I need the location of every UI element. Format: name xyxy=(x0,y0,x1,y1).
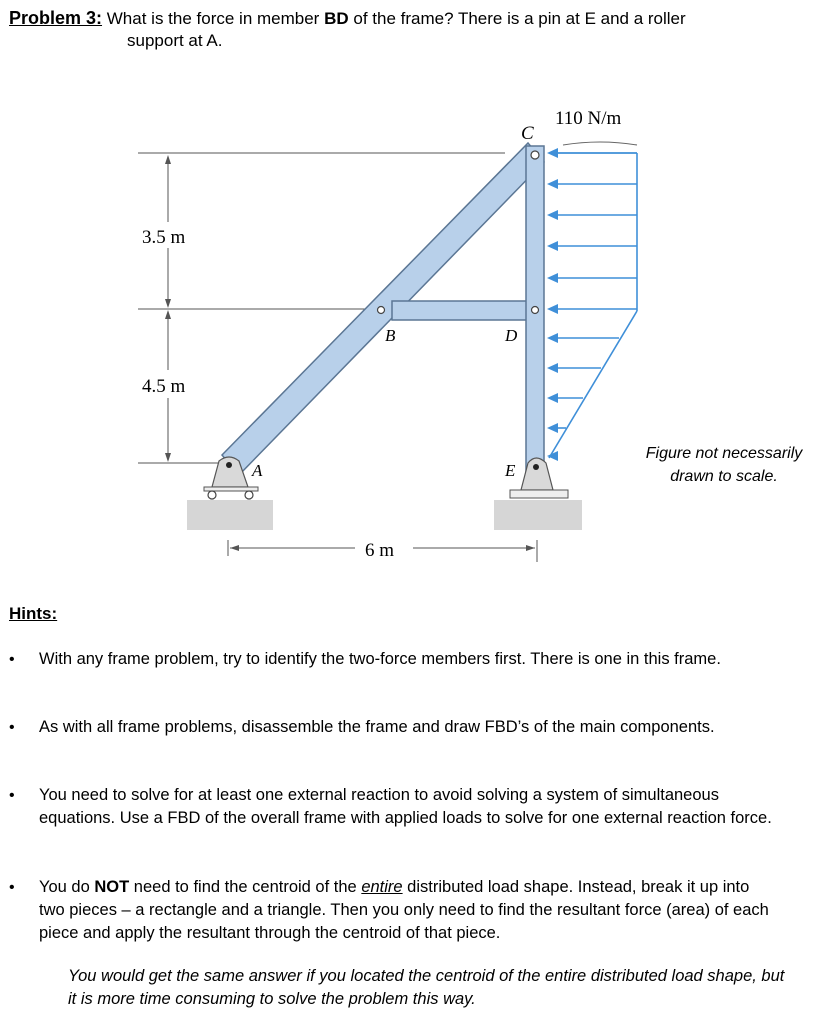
point-e-label: E xyxy=(505,461,516,480)
hint-4-not: NOT xyxy=(94,878,130,896)
hint-4 xyxy=(39,876,779,945)
load-label: 110 N/m xyxy=(555,108,622,129)
final-note: You would get the same answer if you located the centroid of the entire distributed load shape, but it is more time consuming to solve the problem this way. xyxy=(68,967,785,1008)
pin-b xyxy=(378,307,385,314)
hint-3: • You need to solve for at least one external reaction to avoid solving a system of simultaneous equations. Use a FBD of the overall frame with applied loads to solve for one external reaction force. xyxy=(39,784,779,830)
figure-note: Figure not necessarily drawn to scale. xyxy=(645,445,803,485)
pin-c xyxy=(531,151,539,159)
ground-e xyxy=(494,500,582,530)
dim-horizontal-label: 6 m xyxy=(365,540,395,561)
member-bd xyxy=(392,301,528,320)
hint-4-c: distributed load shape. Instead, break it up into two pieces – a rectangle and a triangle. Then you only need to find the resultant force (area) of each piece and apply the resultant through the centroid of that piece. xyxy=(39,878,769,942)
distributed-load xyxy=(549,142,637,458)
dim-bottom-label: 4.5 m xyxy=(142,376,186,397)
pin-d xyxy=(532,307,539,314)
hint-4-entire: entire xyxy=(361,878,403,896)
hint-4-b: need to find the centroid of the xyxy=(129,878,362,896)
point-a-label: A xyxy=(252,461,263,480)
pin-support-e xyxy=(510,458,568,498)
hint-4-a: You do xyxy=(39,878,95,896)
hints-title: Hints: xyxy=(9,604,58,623)
hint-1: • With any frame problem, try to identify the two-force members first. There is one in this frame. xyxy=(39,648,779,671)
problem-text-1: What is the force in member xyxy=(106,9,325,28)
problem-label: Problem 3: xyxy=(9,8,103,28)
dim-top-label: 3.5 m xyxy=(142,227,186,248)
point-c-label: C xyxy=(521,123,534,144)
point-d-label: D xyxy=(505,326,518,345)
problem-text-continued: support at A. xyxy=(127,31,223,50)
ground-a xyxy=(187,500,273,530)
point-b-label: B xyxy=(385,326,396,345)
hint-2: • As with all frame problems, disassemble the frame and draw FBD’s of the main components. xyxy=(39,716,779,739)
problem-member: BD xyxy=(324,9,349,28)
problem-text-2: of the frame? There is a pin at E and a roller xyxy=(348,9,686,28)
